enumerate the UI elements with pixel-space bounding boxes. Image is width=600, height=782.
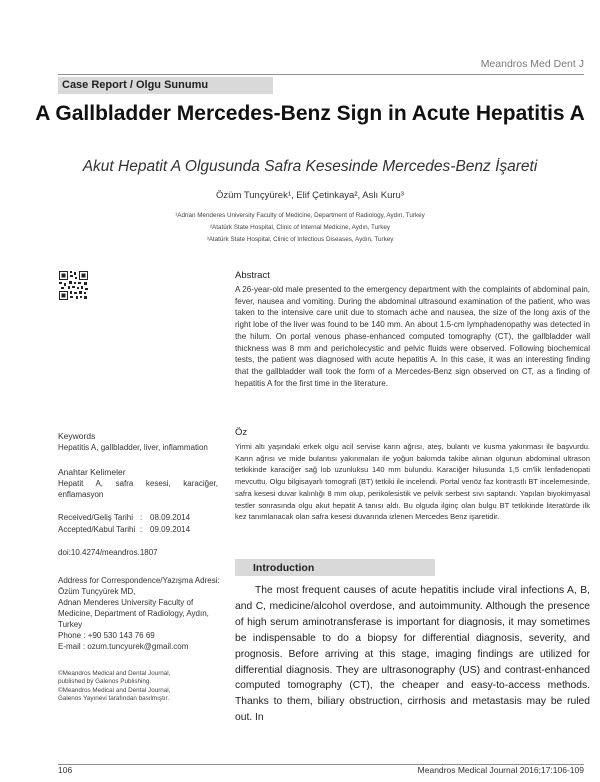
address-line: Özüm Tunçyürek MD,	[58, 587, 136, 596]
introduction-heading: Introduction	[253, 562, 315, 574]
anahtar-kelimeler-heading: Anahtar Kelimeler	[58, 467, 126, 477]
abstract-heading: Abstract	[235, 270, 270, 281]
authors: Özüm Tunçyürek¹, Elif Çetinkaya², Aslı Kuru³	[216, 190, 404, 201]
accepted-label: Accepted/Kabul Tarihi	[58, 525, 136, 534]
copyright-line: ©Meandros Medical and Dental Journal,	[58, 670, 171, 677]
copyright-notice	[58, 670, 228, 704]
correspondence-address	[58, 575, 228, 652]
address-heading: Address for Correspondence/Yazışma Adresi:	[58, 576, 220, 585]
email-line[interactable]: E-mail : ozum.tuncyurek@gmail.com	[58, 642, 189, 651]
abstract-text: A 26-year-old male presented to the emergency department with the complaints of abdominal pain, fever, nausea and vomiting. During the abdominal ultrasound examination of the patient, who was taken to the intensive care unit due to stomach ache and nausea, the size of the long axis of the right lobe of the liver was found to be 140 mm. An about 1.5-cm lymphadenopathy was detected in the hilum. On portal venous phase-enhanced computed tomography (CT), the gallbladder wall thickness was 8 mm and pericholecystic and pelvic fluids were observed. Following biochemical tests, the patient was diagnosed with acute hepatitis A. In this case, it was an interesting finding that the gallbladder wall took the form of a Mercedes-Benz sign observed on CT, as a finding of hepatitis A for the first time in the literature.	[235, 285, 590, 388]
title-turkish: Akut Hepatit A Olgusunda Safra Kesesinde Mercedes-Benz İşareti	[82, 158, 538, 175]
title-english: A Gallbladder Mercedes-Benz Sign in Acute Hepatitis A	[35, 102, 585, 125]
received-label: Received/Geliş Tarihi	[58, 513, 133, 522]
introduction-text: The most frequent causes of acute hepatitis include viral infections A, B, and C, medicine/alcohol overdose, and autoimmunity. Although the presence of high serum aminotransferase is important for diagnosis, it may sometimes be indispensable to do a biopsy for differential diagnosis, severity, and prognosis. Before arriving at this stage, imaging findings are utilized for differential diagnosis. They are ultrasonography (US) and contrast-enhanced computed tomography (CT), the cheaper and easy-to-access methods. Thanks to them, biliary obstruction, cirrhosis and metastasis may be ruled out. In	[235, 585, 590, 724]
qr-code-icon	[58, 270, 89, 301]
doi: doi:10.4274/meandros.1807	[58, 548, 158, 557]
journal-citation: Meandros Medical Journal 2016;17:106-109	[417, 765, 584, 775]
page-number: 106	[58, 765, 73, 775]
anahtar-kelimeler-text: Hepatit A, safra kesesi, karaciğer, enflamasyon	[58, 479, 218, 499]
journal-name: Meandros Med Dent J	[480, 58, 584, 70]
affiliation-3: ³Atatürk State Hospital, Clinic of Infectious Diseases, Aydın, Turkey	[206, 236, 394, 243]
accepted-separator: :	[140, 525, 143, 534]
copyright-line: ©Meandros Medical and Dental Journal,	[58, 686, 171, 694]
oz-heading: Öz	[235, 427, 248, 438]
keywords-heading: Keywords	[58, 431, 96, 441]
address-line: Medicine, Department of Radiology, Aydın,	[58, 609, 209, 618]
copyright-line: published by Galenos Publishing.	[58, 678, 152, 686]
received-value: 08.09.2014	[150, 513, 191, 522]
oz-text: Yirmi altı yaşındaki erkek olgu acil servise karın ağrısı, ateş, bulantı ve kusma yakınması ile başvurdu. Karın ağrısı ve mide bulantısı yakınmaları ile yoğun bakımda takibe alınan olgunun abdominal ultrason tetkikinde karaciğer sağ lob uzunluksu 140 mm bulundu. Karaciğer hilusunda 1,5 cm'lik lenfadenopati mevcuttu. Olgu bilgisayarlı tomografi (BT) tetkiki ile incelendi. Portal venöz faz kontrastlı BT incelemesinde, safra kesesi duvar kalınlığı 8 mm olup, perikolesistik ve pelvik serbest sıvı saptandı. Yapılan biyokimyasal testler sonrasında olgu akut hepatit A tanısı aldı. Bu olguda ilginç olan bulgu BT tetkikinde literatürde ilk kez tanımlanacak olan safra kesesi duvarında izlenen Mercedes Benz işaretidir.	[235, 442, 590, 522]
accepted-date-row	[58, 524, 228, 536]
received-separator: :	[140, 513, 143, 522]
address-line: Adnan Menderes University Faculty of	[58, 598, 194, 607]
phone-line: Phone : +90 530 143 76 69	[58, 631, 155, 640]
copyright-line: Galenos Yayınevi tarafından basılmıştır.	[58, 695, 170, 703]
dates	[58, 512, 228, 536]
address-line: Turkey	[58, 620, 83, 629]
received-date-row	[58, 512, 228, 524]
affiliations	[150, 210, 450, 246]
affiliation-1: ¹Adnan Menderes University Faculty of Medicine, Department of Radiology, Aydın, Turkey	[175, 212, 425, 219]
section-label: Case Report / Olgu Sunumu	[62, 79, 209, 91]
header-rule	[58, 74, 584, 75]
affiliation-2: ²Atatürk State Hospital, Clinic of Internal Medicine, Aydın, Turkey	[209, 224, 391, 231]
keywords-text: Hepatitis A, gallbladder, liver, inflammation	[58, 443, 208, 452]
accepted-value: 09.09.2014	[150, 525, 191, 534]
